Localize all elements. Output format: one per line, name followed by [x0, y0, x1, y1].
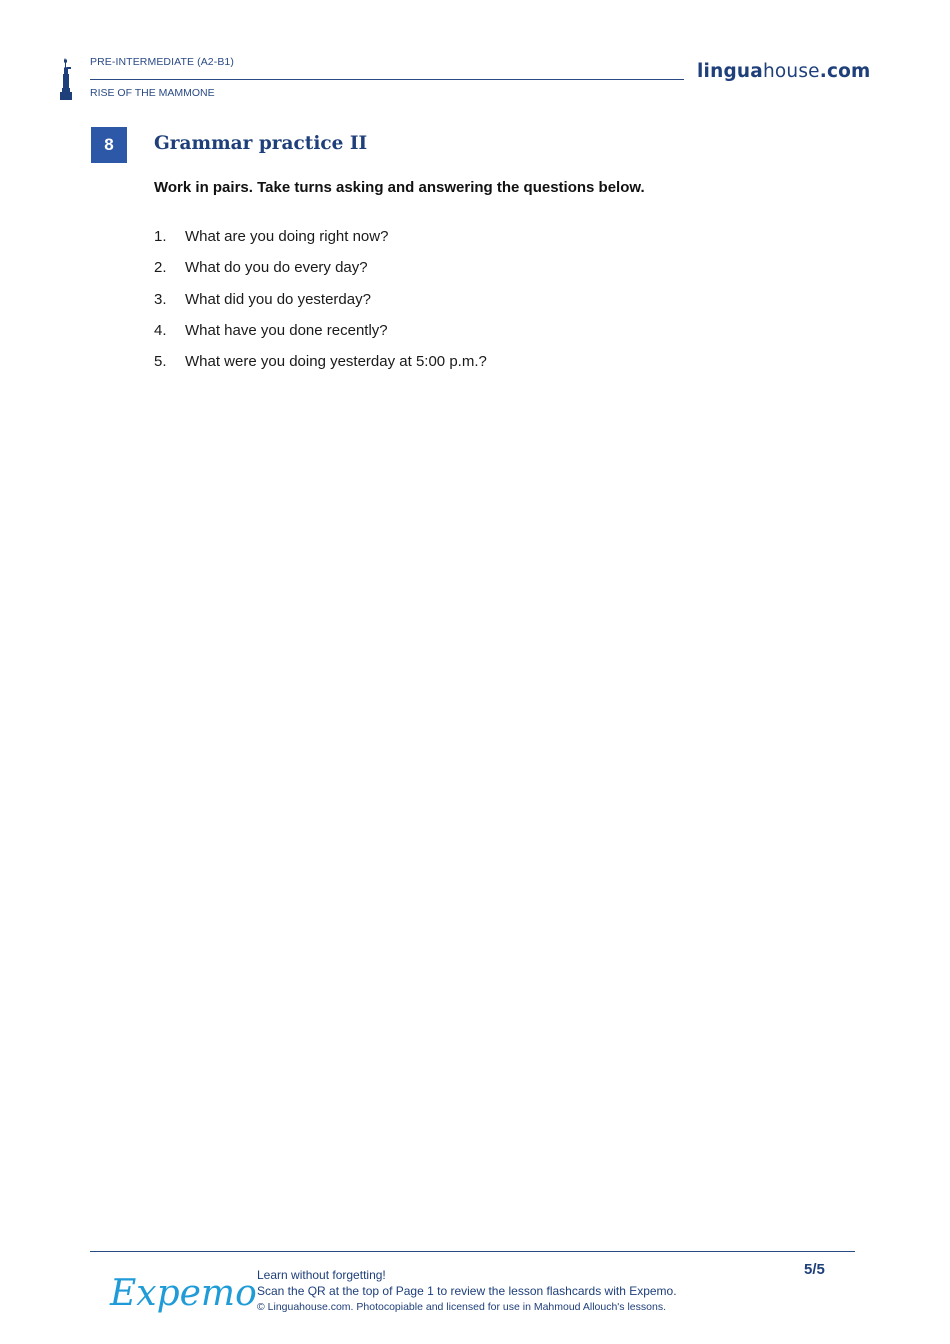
list-item — [154, 259, 487, 290]
logo-part-light: house — [762, 61, 820, 82]
list-item — [154, 228, 487, 259]
lesson-title: RISE OF THE MAMMONE — [90, 87, 215, 99]
footer-text — [257, 1267, 677, 1315]
question-text: What are you doing right now? — [185, 228, 389, 245]
question-number: 1. — [154, 228, 167, 245]
question-number: 4. — [154, 321, 167, 339]
header-divider — [90, 79, 684, 80]
footer-tagline: Learn without forgetting! — [257, 1268, 386, 1282]
question-text: What have you done recently? — [185, 321, 388, 339]
question-number: 2. — [154, 259, 167, 277]
section-title: Grammar practice II — [154, 133, 368, 154]
question-text: What did you do yesterday? — [185, 290, 371, 308]
question-number: 5. — [154, 353, 167, 371]
linguahouse-logo[interactable] — [697, 61, 871, 82]
list-item — [154, 291, 487, 322]
question-list — [154, 228, 487, 384]
exercise-instruction: Work in pairs. Take turns asking and answering the questions below. — [154, 179, 645, 196]
expemo-logo[interactable] — [108, 1265, 257, 1327]
footer-divider — [90, 1251, 855, 1252]
page-number: 5/5 — [804, 1261, 825, 1278]
logo-part-suffix: .com — [819, 61, 871, 82]
course-level: PRE-INTERMEDIATE (A2-B1) — [90, 56, 234, 68]
section-number-badge: 8 — [91, 127, 127, 163]
footer-qr-note: Scan the QR at the top of Page 1 to review the lesson flashcards with Expemo. — [257, 1284, 677, 1298]
logo-part-bold: lingua — [697, 61, 763, 82]
question-number: 3. — [154, 290, 167, 308]
statue-of-liberty-icon — [58, 58, 76, 100]
question-text: What do you do every day? — [185, 259, 368, 277]
question-text: What were you doing yesterday at 5:00 p.m.? — [185, 353, 487, 371]
list-item — [154, 353, 487, 384]
list-item — [154, 322, 487, 353]
footer-copyright: © Linguahouse.com. Photocopiable and licensed for use in Mahmoud Allouch's lessons. — [257, 1301, 666, 1313]
expemo-logo-text: Expemo — [110, 1273, 257, 1314]
